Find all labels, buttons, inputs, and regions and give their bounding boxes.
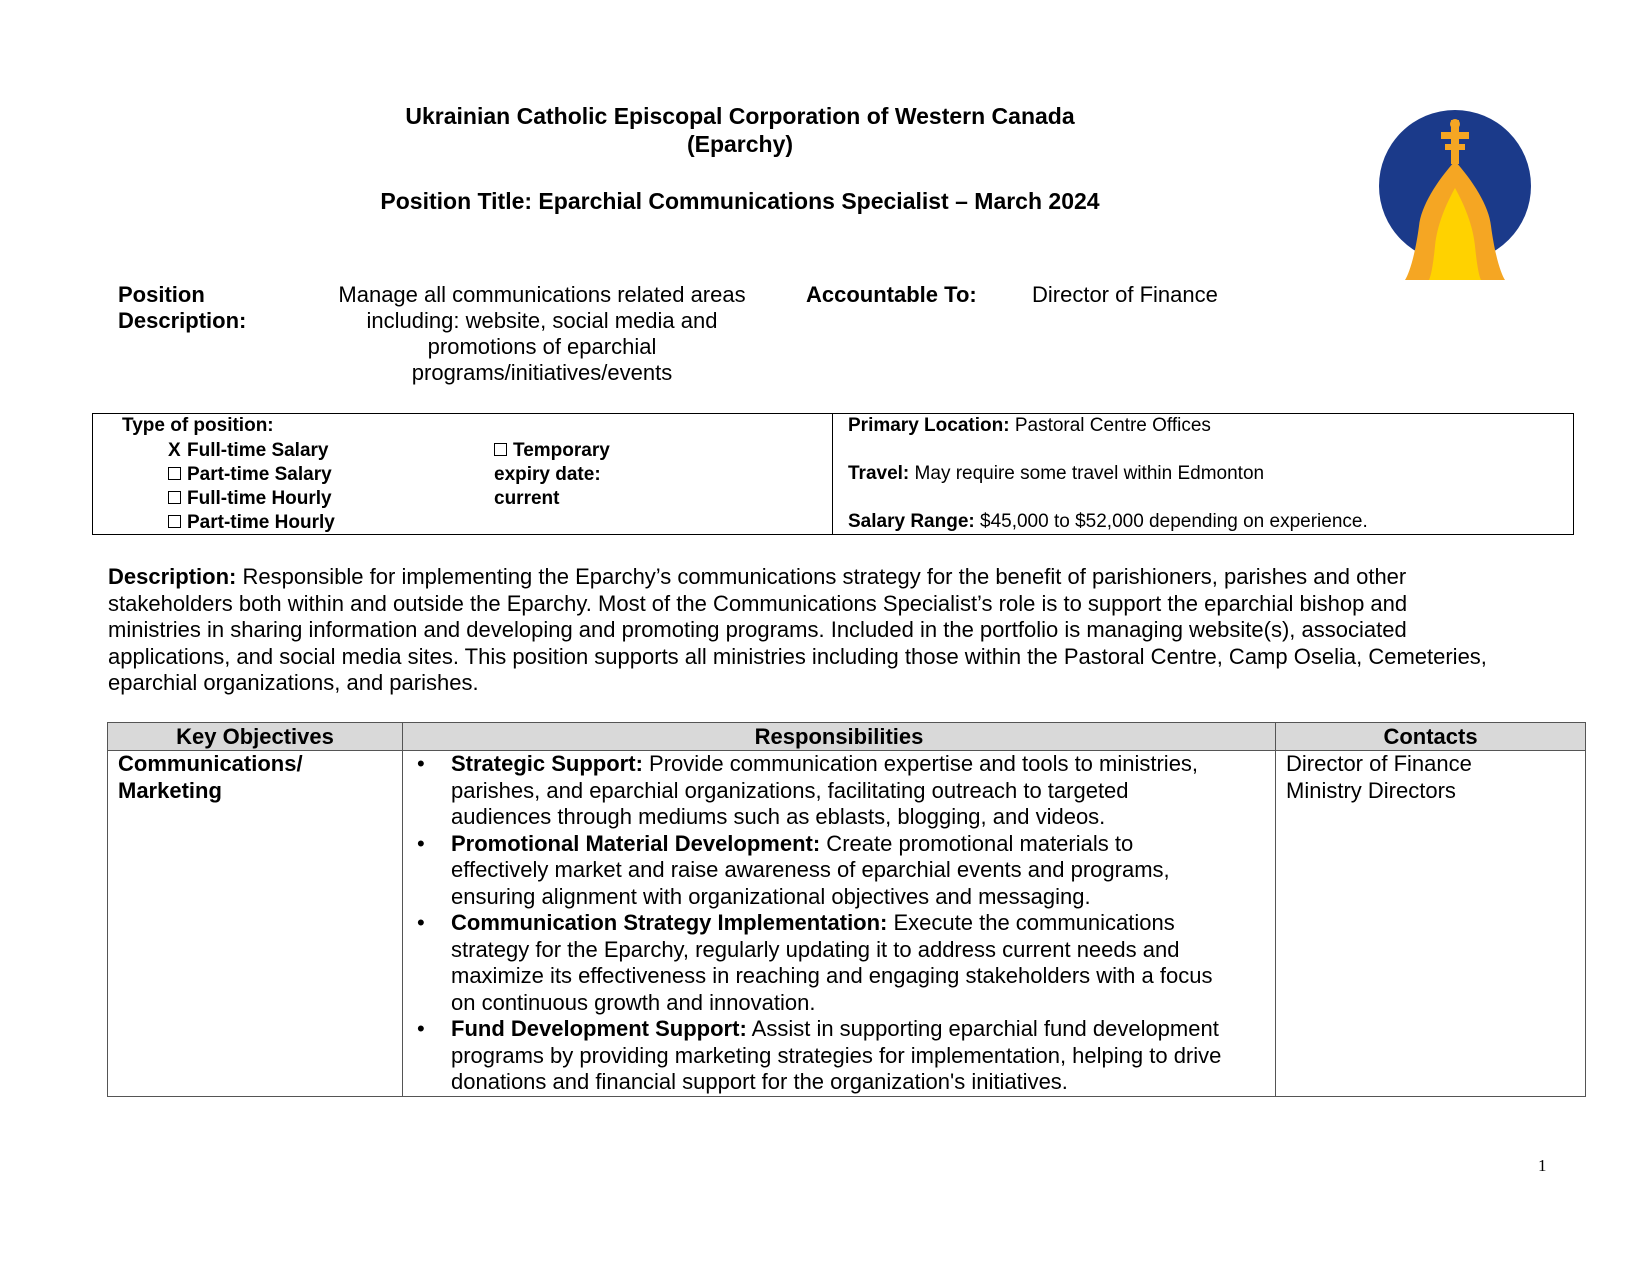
accountable-to-label: Accountable To: xyxy=(806,282,977,307)
position-description-label: Position Description: xyxy=(118,282,247,333)
position-description-text: Manage all communications related areas including: website, social media and promotions of eparchial programs/initiatives/events xyxy=(338,282,746,385)
list-item: • Promotional Material Development: Create promotional materials to effectively market and raise awareness of eparchial events and programs, ensuring alignment with organizational objectives and messaging. xyxy=(417,830,1170,909)
position-type-options xyxy=(168,439,335,535)
header-key-objectives: Key Objectives xyxy=(108,723,403,751)
description-paragraph: Description: Responsible for implementing the Eparchy’s communications strategy for the benefit of parishioners, parishes and other stakeholders both within and outside the Eparchy. Most of the Communications Specialist’s role is to support the eparchial bishop and ministries in sharing information and developing and promoting programs. Included in the portfolio is managing website(s), associated applications, and social media sites. This position supports all ministries including those within the Pastoral Centre, Camp Oselia, Cemeteries, eparchial organizations, and parishes. xyxy=(108,564,1487,695)
travel: Travel: May require some travel within Edmonton xyxy=(848,463,1265,484)
list-item: • Fund Development Support: Assist in supporting eparchial fund development programs by providing marketing strategies for implementation, helping to drive donations and financial support for the organization's initiatives. xyxy=(417,1016,1222,1094)
organization-name: Ukrainian Catholic Episcopal Corporation of Western Canada xyxy=(405,103,1075,129)
table-row xyxy=(108,751,1586,1097)
expiry-date-label: expiry date: xyxy=(494,464,601,485)
organization-title xyxy=(300,102,1180,158)
checkbox-icon xyxy=(168,515,181,528)
list-item: • Strategic Support: Provide communication expertise and tools to ministries, parishes, and eparchial organizations, facilitating outreach to targeted audiences through mediums such as eblasts, blogging, and videos. xyxy=(417,751,1199,829)
responsibilities-cell xyxy=(403,751,1276,1097)
checkbox-icon xyxy=(168,467,181,480)
checkbox-icon xyxy=(494,443,507,456)
bullet-icon: • xyxy=(417,751,425,776)
church-dome-cross-logo-icon xyxy=(1375,106,1535,284)
contacts-cell: Director of Finance Ministry Directors xyxy=(1276,751,1586,1097)
option-temporary[interactable]: Temporary xyxy=(494,439,610,463)
organization-subtitle: (Eparchy) xyxy=(686,131,794,157)
type-of-position-label: Type of position: xyxy=(122,415,274,436)
key-objectives-table xyxy=(107,722,1586,1097)
position-details-divider xyxy=(832,413,833,535)
list-item: • Communication Strategy Implementation: Execute the communications strategy for the Eparchy, regularly updating it to address current needs and maximize its effectiveness in reaching and engaging stakeholders with a focus on continuous growth and innovation. xyxy=(417,910,1213,1015)
page-number: 1 xyxy=(1538,1156,1547,1175)
accountable-to-value: Director of Finance xyxy=(1032,282,1218,307)
bullet-icon: • xyxy=(417,1016,425,1041)
option-full-time-salary[interactable]: X Full-time Salary xyxy=(168,440,329,461)
key-objective-cell: Communications/ Marketing xyxy=(108,751,403,1097)
description-label: Description: xyxy=(108,564,237,589)
primary-location: Primary Location: Pastoral Centre Offices xyxy=(848,415,1211,436)
table-header-row xyxy=(108,723,1586,751)
position-title: Position Title: Eparchial Communications Specialist – March 2024 xyxy=(380,188,1100,214)
responsibilities-list xyxy=(413,751,1265,1096)
bullet-icon: • xyxy=(417,830,425,856)
header-contacts: Contacts xyxy=(1276,723,1586,751)
bullet-icon: • xyxy=(417,910,425,935)
option-part-time-hourly[interactable]: Part-time Hourly xyxy=(168,511,335,535)
option-full-time-hourly[interactable]: Full-time Hourly xyxy=(168,487,335,511)
expiry-date-value: current xyxy=(494,488,560,509)
checkbox-icon xyxy=(168,491,181,504)
header-responsibilities: Responsibilities xyxy=(403,723,1276,751)
temporary-option xyxy=(494,439,610,511)
option-part-time-salary[interactable]: Part-time Salary xyxy=(168,463,335,487)
salary-range: Salary Range: $45,000 to $52,000 depending on experience. xyxy=(848,511,1368,532)
checked-mark: X xyxy=(168,440,181,461)
